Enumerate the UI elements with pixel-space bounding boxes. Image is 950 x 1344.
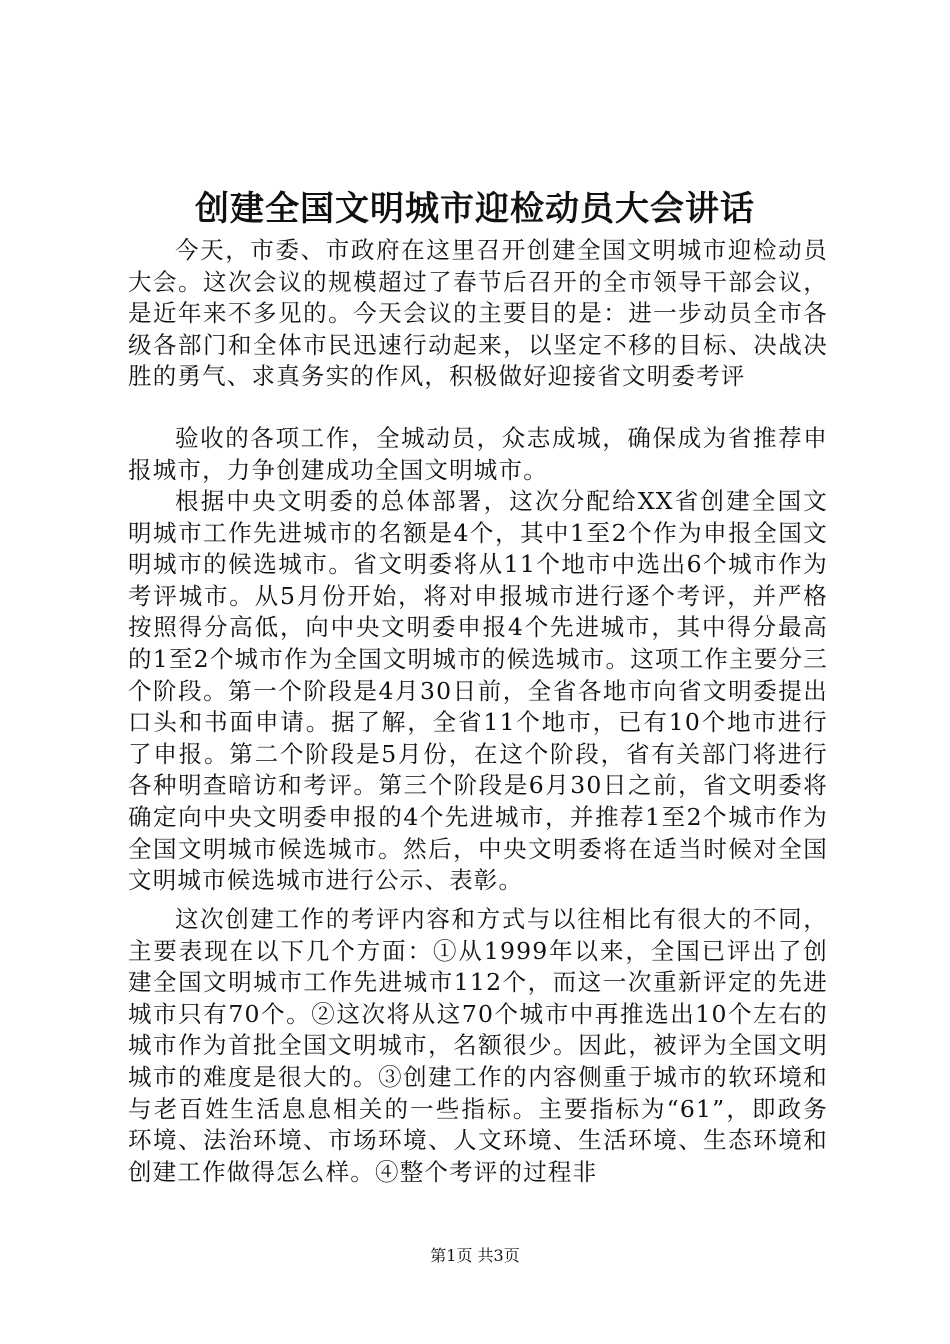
paragraph-text: 今天，市委、市政府在这里召开创建全国文明城市迎检动员大会。这次会议的规模超过了春节后召开的全市领导干部会议，是近年来不多见的。今天会议的主要目的是：进一步动员全市各级各部门和全体市民迅速行动起来，以坚定不移的目标、决战决胜的勇气、求真务实的作风，积极做好迎接省文明委考评 bbox=[128, 236, 828, 391]
paragraph-1 bbox=[128, 235, 828, 393]
paragraph-4 bbox=[128, 904, 828, 1188]
paragraph-3 bbox=[128, 486, 828, 897]
paragraph-text: 验收的各项工作，全城动员，众志成城，确保成为省推荐申报城市，力争创建成功全国文明城市。 bbox=[128, 424, 828, 484]
paragraph-text: 这次创建工作的考评内容和方式与以往相比有很大的不同，主要表现在以下几个方面：①从1999年以来，全国已评出了创建全国文明城市工作先进城市112个，而这一次重新评定的先进城市只有70个。②这次将从这70个城市中再推选出10个左右的城市作为首批全国文明城市，名额很少。因此，被评为全国文明城市的难度是很大的。③创建工作的内容侧重于城市的软环境和与老百姓生活息息相关的一些指标。主要指标为“61”，即政务环境、法治环境、市场环境、人文环境、生活环境、生态环境和创建工作做得怎么样。④整个考评的过程非 bbox=[128, 905, 828, 1186]
paragraph-2 bbox=[128, 423, 828, 486]
paragraph-text: 根据中央文明委的总体部署，这次分配给XX省创建全国文明城市工作先进城市的名额是4个，其中1至2个作为申报全国文明城市的候选城市。省文明委将从11个地市中选出6个城市作为考评城市。从5月份开始，将对申报城市进行逐个考评，并严格按照得分高低，向中央文明委申报4个先进城市，其中得分最高的1至2个城市作为全国文明城市的候选城市。这项工作主要分三个阶段。第一个阶段是4月30日前，全省各地市向省文明委提出口头和书面申请。据了解，全省11个地市，已有10个地市进行了申报。第二个阶段是5月份，在这个阶段，省有关部门将进行各种明查暗访和考评。第三个阶段是6月30日之前，省文明委将确定向中央文明委申报的4个先进城市，并推荐1至2个城市作为全国文明城市候选城市。然后，中央文明委将在适当时候对全国文明城市候选城市进行公示、表彰。 bbox=[128, 487, 828, 895]
page-footer: 第1页 共3页 bbox=[430, 1246, 520, 1265]
document-title: 创建全国文明城市迎检动员大会讲话 bbox=[195, 189, 755, 229]
